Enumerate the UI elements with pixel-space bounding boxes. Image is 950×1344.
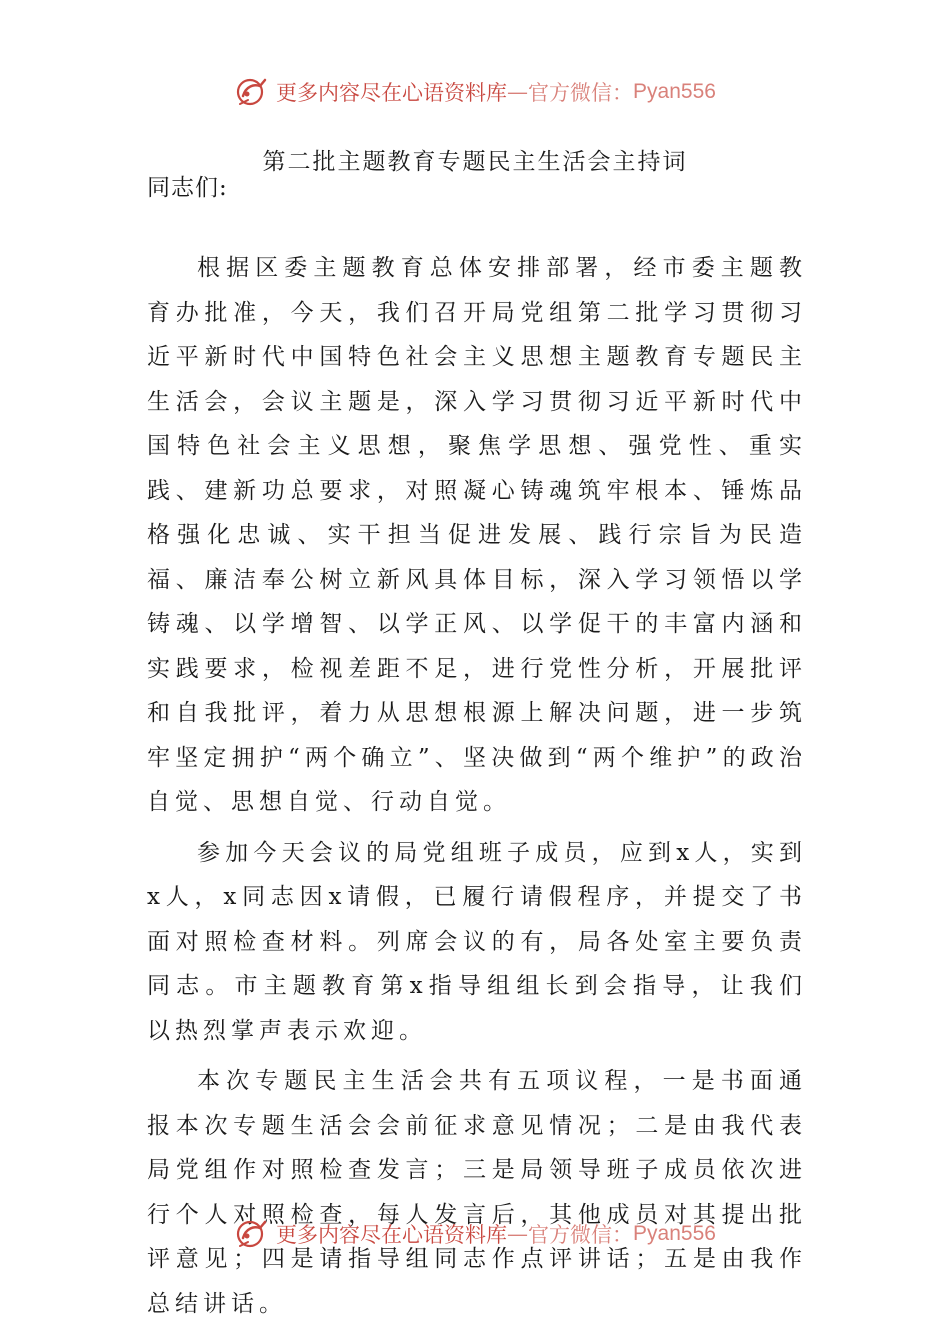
banner-wechat-label: 官方微信： <box>528 1223 634 1247</box>
document-title: 第二批主题教育专题民主生活会主持词 <box>262 149 688 175</box>
footer-banner <box>0 1214 950 1254</box>
paragraph: 根据区委主题教育总体安排部署，经市委主题教育办批准，今天，我们召开局党组第二批学习贯彻习近平新时代中国特色社会主义思想主题教育专题民主生活会，会议主题是，深入学习贯彻习近平新时代中国特色社会主义思想，聚焦学思想、强党性、重实践、建新功总要求，对照凝心铸魂筑牢根本、锤炼品格强化忠诚、实干担当促进发展、践行宗旨为民造福、廉洁奉公树立新风具体目标，深入学习领悟以学铸魂、以学增智、以学正风、以学促干的丰富内涵和实践要求，检视差距不足，进行党性分析，开展批评和自我批评，着力从思想根源上解决问题，进一步筑牢坚定拥护“两个确立”、坚决做到“两个维护”的政治自觉、思想自觉、行动自觉。 <box>147 255 807 815</box>
header-banner <box>0 72 950 112</box>
banner-wechat-id: Pyan556 <box>633 1222 716 1245</box>
banner-wechat-label: 官方微信： <box>528 81 634 105</box>
banner-title: 更多内容尽在心语资料库 <box>276 1223 508 1247</box>
logo-icon <box>234 74 270 110</box>
paragraph: 参加今天会议的局党组班子成员，应到x人，实到x人，x同志因x请假，已履行请假程序，并提交了书面对照检查材料。列席会议的有，局各处室主要负责同志。市主题教育第x指导组组长到会指导，让我们以热烈掌声表示欢迎。 <box>147 839 807 1044</box>
banner-dash: — <box>507 80 529 104</box>
logo-icon <box>234 1216 270 1252</box>
document-body <box>147 246 807 1332</box>
banner-dash: — <box>507 1222 529 1246</box>
paragraph: 本次专题民主生活会共有五项议程，一是书面通报本次专题生活会会前征求意见情况；二是由我代表局党组作对照检查发言；三是局领导班子成员依次进行个人对照检查，每人发言后，其他成员对其提出批评意见；四是请指导组同志作点评讲话；五是由我作总结讲话。 <box>147 1068 807 1317</box>
greeting: 同志们: <box>147 175 228 201</box>
banner-title: 更多内容尽在心语资料库 <box>276 81 508 105</box>
banner-wechat-id: Pyan556 <box>633 80 716 103</box>
